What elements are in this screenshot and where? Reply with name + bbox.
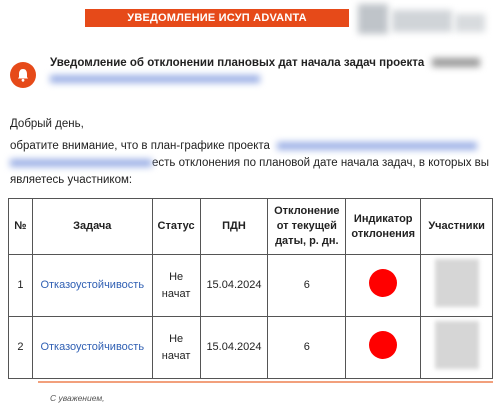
task-deviation: 6 [268,255,346,317]
task-status: Не начат [152,255,200,317]
red-indicator-icon [369,331,397,359]
body-line-2: есть отклонения по плановой дате начала задач, в которых вы [10,157,495,169]
participant-avatar-redacted [435,321,479,369]
row-number: 1 [9,255,33,317]
footer-divider [38,381,493,383]
col-header-status: Статус [152,199,200,255]
body-line-1: обратите внимание, что в план-графике проекта [10,140,495,152]
row-number: 2 [9,317,33,379]
task-pdn: 15.04.2024 [200,255,268,317]
col-header-participants: Участники [421,199,493,255]
participants-cell [421,317,493,379]
task-link[interactable]: Отказоустойчивость [32,317,152,379]
bell-icon [10,62,36,88]
deviation-indicator-cell [346,255,421,317]
table-row [9,255,493,317]
tasks-table [8,198,493,379]
red-indicator-icon [369,269,397,297]
task-status: Не начат [152,317,200,379]
logo-redacted [358,4,388,34]
col-header-num: № [9,199,33,255]
project-link-redacted[interactable] [277,142,477,150]
logo-redacted-3 [455,14,485,32]
notification-title: Уведомление об отклонении плановых дат начала задач проекта [50,57,480,69]
table-row [9,317,493,379]
deviation-indicator-cell [346,317,421,379]
body-line-3: являетесь участником: [10,174,133,186]
participant-avatar-redacted [435,259,479,307]
signoff-text: С уважением, [50,393,105,403]
col-header-pdn: ПДН [200,199,268,255]
task-link[interactable]: Отказоустойчивость [32,255,152,317]
project-name-redacted [50,74,260,85]
task-pdn: 15.04.2024 [200,317,268,379]
task-deviation: 6 [268,317,346,379]
notification-banner: УВЕДОМЛЕНИЕ ИСУП ADVANTA [85,9,349,27]
participants-cell [421,255,493,317]
project-link-redacted-2[interactable] [10,159,152,167]
greeting: Добрый день, [10,118,84,130]
col-header-indicator: Индикатор отклонения [346,199,421,255]
table-header-row [9,199,493,255]
logo-redacted-2 [392,10,452,32]
col-header-task: Задача [32,199,152,255]
col-header-deviation: Отклонение от текущей даты, р. дн. [268,199,346,255]
